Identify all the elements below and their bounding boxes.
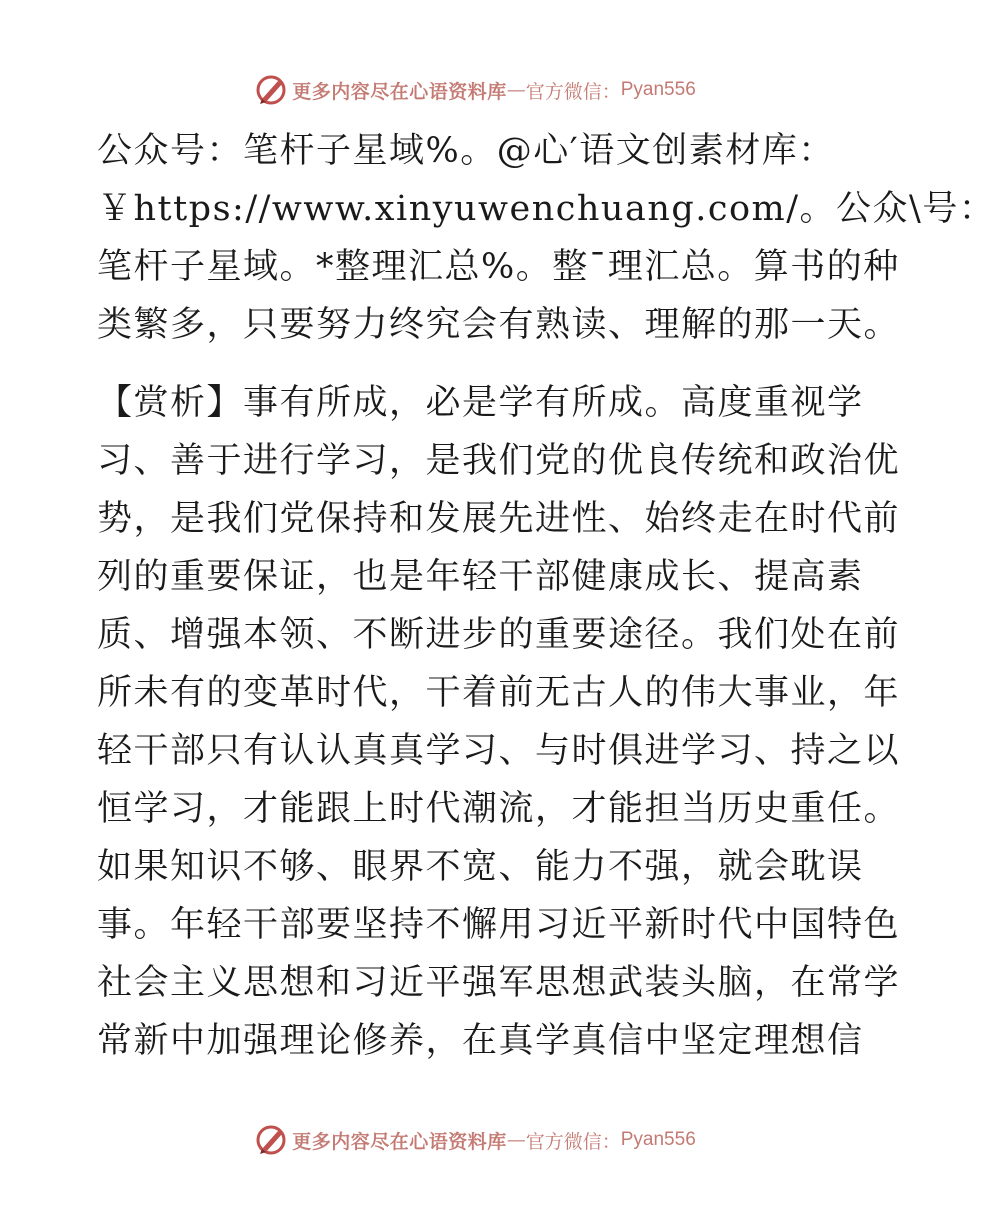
- header-title: 更多内容尽在心语资料库: [292, 80, 507, 103]
- text-line: 习、善于进行学习，是我们党的优良传统和政治优: [97, 441, 901, 481]
- header-wechat-label: 官方微信：: [525, 80, 621, 103]
- footer-separator: —: [506, 1129, 526, 1151]
- text-line: 势，是我们党保持和发展先进性、始终走在时代前: [97, 499, 901, 539]
- pen-logo-icon: [254, 73, 288, 107]
- text-line: 【赏析】事有所成，必是学有所成。高度重视学: [97, 383, 864, 423]
- text-line: 类繁多，只要努力终究会有熟读、理解的那一天。: [97, 305, 901, 345]
- text-line: 事。年轻干部要坚持不懈用习近平新时代中国特色: [97, 905, 901, 945]
- header-separator: —: [506, 79, 526, 101]
- footer-banner: [0, 1120, 950, 1160]
- text-line: 笔杆子星域。*整理汇总%。整¯理汇总。算书的种: [97, 247, 900, 287]
- text-line: 恒学习，才能跟上时代潮流，才能担当历史重任。: [97, 789, 901, 829]
- text-line: 社会主义思想和习近平强军思想武装头脑，在常学: [97, 963, 901, 1003]
- text-line: 公众号：笔杆子星域%。@心′语文创素材库：: [97, 131, 835, 171]
- document-body: [97, 122, 995, 1070]
- text-line: 如果知识不够、眼界不宽、能力不强，就会耽误: [97, 847, 864, 887]
- text-line: 所未有的变革时代，干着前无古人的伟大事业，年: [97, 673, 901, 713]
- paragraph-1: [97, 122, 995, 354]
- footer-title: 更多内容尽在心语资料库: [292, 1130, 507, 1153]
- footer-wechat-id: Pyan556: [620, 1129, 696, 1150]
- header-wechat-id: Pyan556: [620, 79, 696, 100]
- text-line: 轻干部只有认认真真学习、与时俱进学习、持之以: [97, 731, 901, 771]
- text-line: ￥https://www.xinyuwenchuang.com/。公众\号：: [97, 189, 995, 229]
- header-banner: [0, 70, 950, 110]
- text-line: 常新中加强理论修养，在真学真信中坚定理想信: [97, 1021, 864, 1061]
- paragraph-2: [97, 374, 901, 1070]
- text-line: 列的重要保证，也是年轻干部健康成长、提高素: [97, 557, 864, 597]
- pen-logo-icon: [254, 1123, 288, 1157]
- text-line: 质、增强本领、不断进步的重要途径。我们处在前: [97, 615, 901, 655]
- footer-wechat-label: 官方微信：: [525, 1130, 621, 1153]
